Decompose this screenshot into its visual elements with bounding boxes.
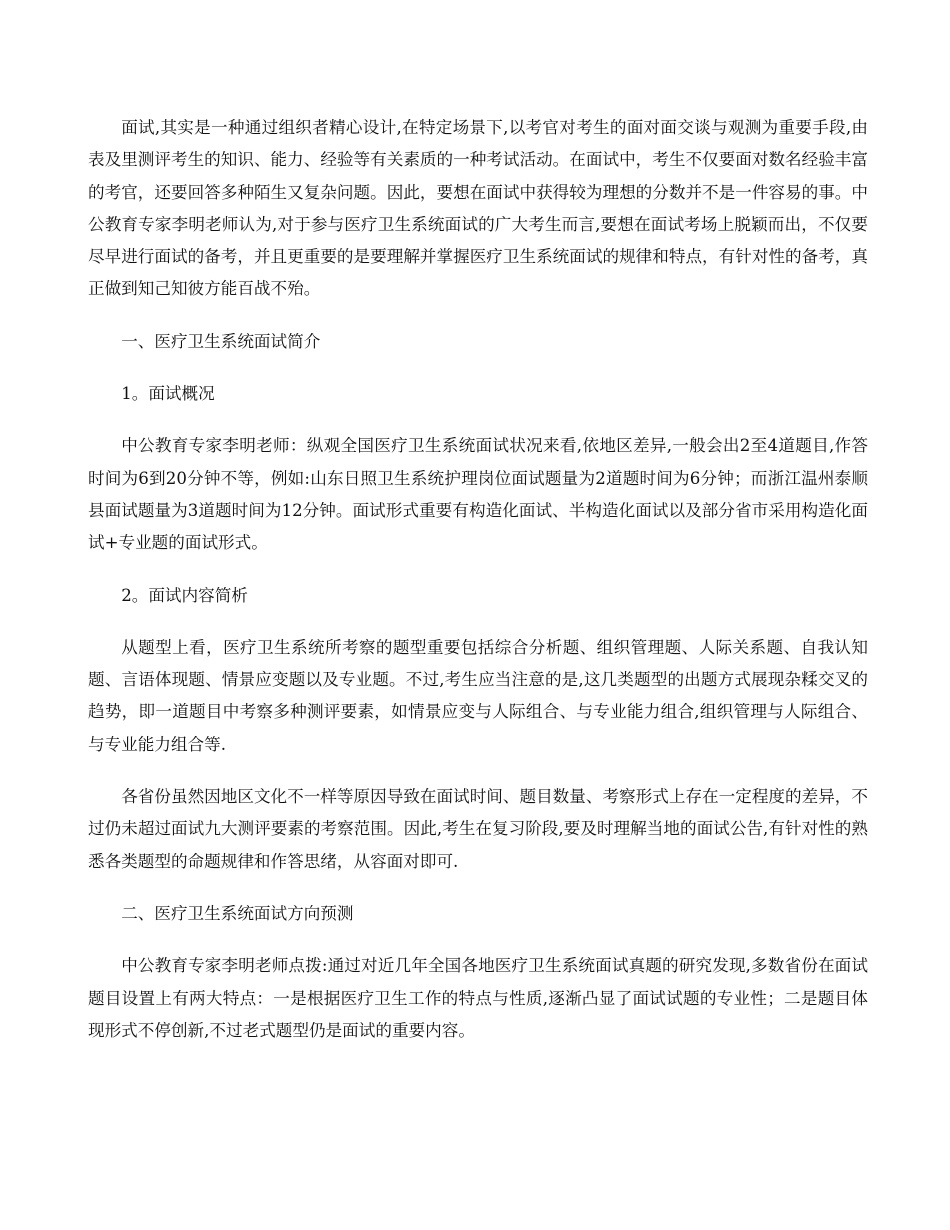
section-heading-1: 一、医疗卫生系统面试简介 bbox=[121, 331, 321, 351]
subsection-heading-2: 2。面试内容简析 bbox=[121, 585, 248, 605]
overview-paragraph: 中公教育专家李明老师：纵观全国医疗卫生系统面试状况来看,依地区差异,一般会出2至4道题目,作答时间为6到20分钟不等，例如:山东日照卫生系统护理岗位面试题量为2道题时间为6分钟；而浙江温州泰顺县面试题量为3道题时间为12分钟。面试形式重要有构造化面试、半构造化面试以及部分省市采用构造化面试+专业题的面试形式。 bbox=[88, 436, 868, 553]
intro-paragraph: 面试,其实是一种通过组织者精心设计,在特定场景下,以考官对考生的面对面交谈与观测为重要手段,由表及里测评考生的知识、能力、经验等有关素质的一种考试活动。在面试中，考生不仅要面对数名经验丰富的考官，还要回答多种陌生又复杂问题。因此，要想在面试中获得较为理想的分数并不是一件容易的事。中公教育专家李明老师认为,对于参与医疗卫生系统面试的广大考生而言,要想在面试考场上脱颖而出，不仅要尽早进行面试的备考，并且更重要的是要理解并掌握医疗卫生系统面试的规律和特点，有针对性的备考，真正做到知己知彼方能百战不殆。 bbox=[88, 118, 868, 299]
regional-differences-paragraph: 各省份虽然因地区文化不一样等原因导致在面试时间、题目数量、考察形式上存在一定程度的差异，不过仍未超过面试九大测评要素的考察范围。因此,考生在复习阶段,要及时理解当地的面试公告,有针对性的熟悉各类题型的命题规律和作答思绪，从容面对即可. bbox=[88, 787, 868, 871]
prediction-paragraph: 中公教育专家李明老师点拨:通过对近几年全国各地医疗卫生系统面试真题的研究发现,多数省份在面试题目设置上有两大特点：一是根据医疗卫生工作的特点与性质,逐渐凸显了面试试题的专业性；二是题目体现形式不停创新,不过老式题型仍是面试的重要内容。 bbox=[88, 956, 868, 1040]
subsection-heading-1: 1。面试概况 bbox=[121, 384, 215, 404]
content-analysis-paragraph: 从题型上看，医疗卫生系统所考察的题型重要包括综合分析题、组织管理题、人际关系题、自我认知题、言语体现题、情景应变题以及专业题。不过,考生应当注意的是,这几类题型的出题方式展现杂糅交叉的趋势，即一道题目中考察多种测评要素，如情景应变与人际组合、与专业能力组合,组织管理与人际组合、与专业能力组合等. bbox=[88, 637, 868, 754]
document-body bbox=[88, 112, 868, 1067]
section-heading-2: 二、医疗卫生系统面试方向预测 bbox=[121, 903, 354, 923]
